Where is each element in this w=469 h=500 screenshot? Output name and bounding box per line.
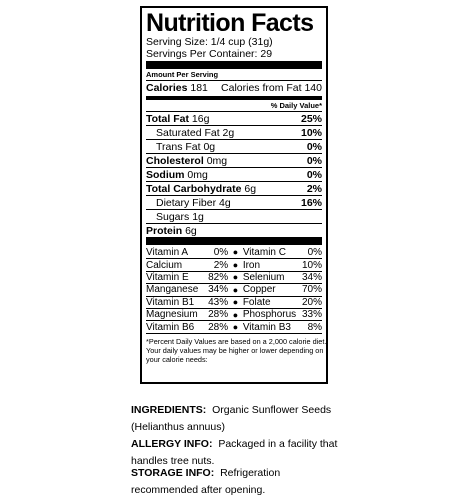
vitamin-name: Copper bbox=[242, 284, 276, 296]
serving-size: Serving Size: 1/4 cup (31g) bbox=[146, 36, 273, 48]
daily-value-footnote bbox=[146, 336, 327, 364]
vitamin-row bbox=[146, 283, 322, 295]
nutrient-amount: 1g bbox=[192, 210, 204, 223]
vitamin-pct: 0% bbox=[213, 246, 229, 258]
allergy-text-2: handles tree nuts. bbox=[131, 455, 215, 467]
daily-value-header: % Daily Value* bbox=[270, 101, 322, 110]
storage-section bbox=[131, 465, 280, 499]
vitamin-row bbox=[146, 296, 322, 308]
vitamin-pct: 34% bbox=[302, 271, 323, 283]
nutrient-row-cholesterol bbox=[146, 153, 322, 167]
ingredients-label: INGREDIENTS: bbox=[131, 404, 207, 416]
vitamin-name: Vitamin A bbox=[146, 246, 189, 258]
nutrient-row-total-carbohydrate bbox=[146, 181, 322, 195]
vitamin-name: Selenium bbox=[242, 271, 285, 283]
nutrient-pct: 10% bbox=[300, 126, 322, 139]
nutrient-label: Total Fat bbox=[146, 112, 189, 125]
nutrient-amount: 2g bbox=[222, 126, 235, 139]
nutrient-label: Saturated Fat bbox=[156, 126, 220, 139]
nutrient-label: Sodium bbox=[146, 168, 185, 181]
vitamin-row bbox=[146, 308, 322, 320]
vitamin-pct: 82% bbox=[208, 271, 229, 283]
vitamin-pct: 20% bbox=[302, 296, 323, 308]
vitamin-name: Folate bbox=[242, 296, 271, 308]
bullet-icon: ● bbox=[232, 322, 239, 333]
nutrient-pct: 0% bbox=[306, 168, 322, 181]
vitamin-name: Calcium bbox=[146, 259, 183, 271]
footnote-line: Your daily values may be higher or lower depending on bbox=[146, 345, 324, 355]
vitamin-pct: 33% bbox=[302, 309, 323, 321]
calories-from-fat: Calories from Fat 140 bbox=[221, 82, 322, 94]
nutrient-pct: 25% bbox=[300, 112, 322, 125]
nutrient-row-trans-fat bbox=[146, 139, 322, 153]
storage-label: STORAGE INFO: bbox=[131, 467, 215, 479]
vitamin-name: Vitamin B3 bbox=[242, 321, 291, 333]
vitamin-pct: 2% bbox=[213, 259, 229, 271]
nutrient-pct: 0% bbox=[306, 154, 322, 167]
bullet-icon: ● bbox=[232, 260, 239, 271]
thick-divider bbox=[146, 61, 322, 69]
bullet-icon: ● bbox=[232, 297, 239, 308]
allergy-text: Packaged in a facility that bbox=[218, 438, 338, 450]
vitamin-name: Vitamin C bbox=[242, 246, 286, 258]
nutrient-row-sugars bbox=[146, 209, 322, 223]
nutrient-label: Trans Fat bbox=[156, 140, 201, 153]
vitamin-name: Vitamin E bbox=[146, 271, 189, 283]
nutrient-amount: 6g bbox=[244, 182, 257, 195]
amount-per-serving: Amount Per Serving bbox=[146, 70, 219, 79]
nutrient-label: Sugars bbox=[156, 210, 190, 223]
nutrient-label: Total Carbohydrate bbox=[146, 182, 242, 195]
vitamin-pct: 8% bbox=[307, 321, 323, 333]
calories-value: 181 bbox=[190, 82, 208, 94]
nutrient-label: Cholesterol bbox=[146, 154, 204, 167]
ingredients-text-2: (Helianthus annuus) bbox=[131, 421, 225, 433]
nutrient-pct: 16% bbox=[300, 196, 322, 209]
vitamin-row bbox=[146, 258, 322, 270]
nutrient-amount: 0mg bbox=[187, 168, 208, 181]
servings-per-container: Servings Per Container: 29 bbox=[146, 48, 273, 60]
vitamin-name: Phosphorus bbox=[242, 309, 297, 321]
calories-row bbox=[146, 81, 322, 95]
vitamin-name: Manganese bbox=[146, 284, 199, 296]
footnote-line: your calorie needs: bbox=[146, 354, 208, 364]
vitamin-table bbox=[146, 246, 322, 333]
bullet-icon: ● bbox=[232, 284, 239, 295]
nutrient-row-saturated-fat bbox=[146, 125, 322, 139]
storage-text-2: recommended after opening. bbox=[131, 484, 266, 496]
calories-label: Calories bbox=[146, 82, 188, 94]
vitamin-name: Magnesium bbox=[146, 309, 198, 321]
bullet-icon: ● bbox=[232, 309, 239, 320]
nutrient-amount: 0mg bbox=[206, 154, 228, 167]
nutrient-row-sodium bbox=[146, 167, 322, 181]
vitamin-pct: 28% bbox=[208, 309, 229, 321]
vitamin-name: Iron bbox=[242, 259, 261, 271]
vitamin-pct: 43% bbox=[208, 296, 229, 308]
vitamin-pct: 70% bbox=[302, 284, 323, 296]
bullet-icon: ● bbox=[232, 272, 239, 283]
calories-cell bbox=[146, 82, 208, 94]
nutrient-amount: 16g bbox=[191, 112, 210, 125]
vitamin-pct: 34% bbox=[208, 284, 229, 296]
vitamin-name: Vitamin B6 bbox=[146, 321, 195, 333]
vitamin-pct: 28% bbox=[208, 321, 229, 333]
vitamin-pct: 10% bbox=[302, 259, 323, 271]
bullet-icon: ● bbox=[232, 247, 239, 258]
nutrient-row-total-fat bbox=[146, 111, 322, 125]
vitamin-pct: 0% bbox=[307, 246, 323, 258]
nutrient-pct: 0% bbox=[306, 140, 322, 153]
nutrient-pct: 2% bbox=[306, 182, 322, 195]
ingredients-section bbox=[131, 402, 331, 436]
vitamin-row bbox=[146, 320, 322, 332]
nutrient-amount: 4g bbox=[219, 196, 231, 209]
nutrient-amount: 6g bbox=[185, 224, 197, 237]
nutrient-label: Protein bbox=[146, 224, 183, 237]
nutrient-row-protein bbox=[146, 223, 322, 237]
nutrition-facts-title: Nutrition Facts bbox=[146, 9, 314, 37]
ingredients-text: Organic Sunflower Seeds bbox=[212, 404, 332, 416]
vitamin-name: Vitamin B1 bbox=[146, 296, 195, 308]
thin-divider bbox=[146, 333, 322, 334]
nutrition-facts-label bbox=[140, 6, 328, 384]
vitamin-row bbox=[146, 246, 322, 258]
allergy-label: ALLERGY INFO: bbox=[131, 438, 213, 450]
nutrient-amount: 0g bbox=[203, 140, 216, 153]
nutrient-label: Dietary Fiber bbox=[156, 196, 217, 209]
footnote-line: *Percent Daily Values are based on a 2,000 calorie diet. bbox=[146, 336, 327, 346]
thick-divider bbox=[146, 237, 322, 245]
storage-text: Refrigeration bbox=[220, 467, 281, 479]
nutrient-row-dietary-fiber bbox=[146, 195, 322, 209]
vitamin-row bbox=[146, 271, 322, 283]
